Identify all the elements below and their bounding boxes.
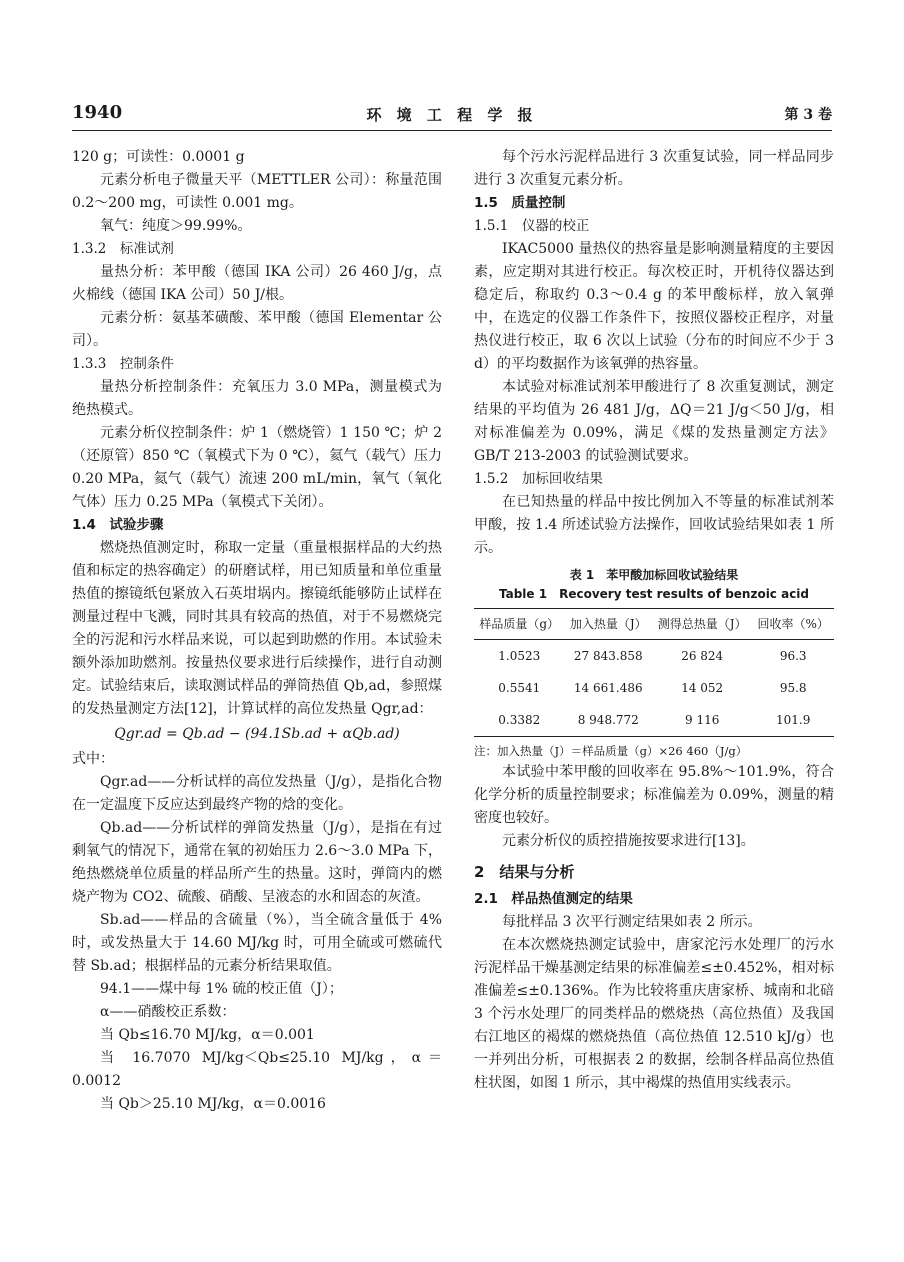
table-cell: 95.8 — [779, 681, 807, 695]
table-cell: 101.9 — [776, 713, 811, 727]
paragraph: 每批样品 3 次平行测定结果如表 2 所示。 — [502, 914, 762, 930]
paragraph: 1.3.3 控制条件 — [72, 356, 174, 372]
table-cell: 26 824 — [681, 649, 724, 663]
paragraph: α——硝酸校正系数： — [100, 1004, 236, 1020]
paragraph: 燃烧热值测定时，称取一定量（重量根据样品的大约热值和标定的热容确定）的研磨试样，用已知质量和单位重量热值的擦镜纸包紧放入石英坩埚内。擦镜纸能够防止试样在测量过程中飞溅，同时其具有较高的热值，对于不易燃烧完全的污泥和污水样品来说，可以起到助燃的作用。本试验未额外添加助燃剂。按量热仪要求进行后续操作，进行自动测定。试验结束后，读取测试样品的弹筒热值 Qb,ad，参照煤的发热量测定方法[12]，计算试样的高位发热量 Qgr,ad： — [72, 540, 442, 717]
paragraph: IKAC5000 量热仪的热容量是影响测量精度的主要因素，应定期对其进行校正。每次校正时，开机待仪器达到稳定后，称取约 0.3～0.4 g 的苯甲酸标样，放入氧弹中，在选定的仪器工作条件下，按照仪器校正程序，对量热仪进行校正，取 6 次以上试验（分布的时间应不少于 3 d）的平均数据作为该氧弹的热容量。 — [474, 241, 834, 372]
table-cell: 1.0523 — [498, 649, 541, 663]
table-caption-en: Table 1 Recovery test results of benzoic acid — [498, 587, 810, 601]
paragraph: 当 16.7070 MJ/kg＜Qb≤25.10 MJ/kg，α＝0.0012 — [72, 1050, 442, 1089]
table-1 — [474, 566, 834, 761]
paragraph: 当 Qb＞25.10 MJ/kg，α＝0.0016 — [100, 1096, 326, 1112]
left-column — [72, 146, 442, 1116]
table-cell: 14 052 — [681, 681, 724, 695]
paragraph: 在本次燃烧热测定试验中，唐家沱污水处理厂的污水污泥样品干燥基测定结果的标准偏差≤±0.452%，相对标准偏差≤±0.136%。作为比较将重庆唐家桥、城南和北碚 3 个污水处理厂的同类样品的燃烧热（高位热值）及我国右江地区的褐煤的燃烧热值（高位热值 12.510 kJ/g）也一并列出分析，可根据表 2 的数据，绘制各样品高位热值柱状图，如图 1 所示，其中褐煤的热值用实线表示。 — [474, 937, 834, 1091]
volume-label: 第 3 卷 — [784, 107, 832, 123]
table-header-cell: 加入热量（J） — [569, 617, 647, 631]
paragraph: Sb.ad——样品的含硫量（%），当全硫含量低于 4% 时，或发热量大于 14.60 MJ/kg 时，可用全硫或可燃硫代替 Sb.ad；根据样品的元素分析结果取值。 — [72, 912, 442, 974]
table-note: 注：加入热量（J）＝样品质量（g）×26 460（J/g） — [474, 744, 748, 758]
paragraph: 94.1——煤中每 1% 硫的校正值（J）； — [100, 981, 343, 997]
page-number: 1940 — [72, 102, 123, 123]
paragraph: 1.5 质量控制 — [474, 195, 566, 211]
paragraph: 元素分析仪的质控措施按要求进行[13]。 — [502, 833, 755, 849]
paragraph: 在已知热量的样品中按比例加入不等量的标准试剂苯甲酸，按 1.4 所述试验方法操作，回收试验结果如表 1 所示。 — [474, 494, 834, 556]
table-row — [474, 704, 834, 737]
paragraph: 氧气：纯度＞99.99%。 — [100, 218, 252, 234]
table-cell: 0.5541 — [498, 681, 541, 695]
table-cell: 96.3 — [779, 649, 807, 663]
paragraph: 1.5.1 仪器的校正 — [474, 218, 590, 234]
table-cell: 14 661.486 — [573, 681, 643, 695]
table-header-cell: 测得总热量（J） — [657, 617, 747, 631]
paragraph: 1.4 试验步骤 — [72, 517, 164, 533]
table-cell: 0.3382 — [498, 713, 541, 727]
paragraph: 当 Qb≤16.70 MJ/kg，α＝0.001 — [100, 1027, 315, 1043]
table-caption-cn: 表 1 苯甲酸加标回收试验结果 — [569, 568, 739, 582]
paragraph: 本试验中苯甲酸的回收率在 95.8%～101.9%，符合化学分析的质量控制要求；标准偏差为 0.09%，测量的精密度也较好。 — [474, 764, 834, 826]
table-body — [474, 640, 834, 737]
table-row — [474, 672, 834, 704]
table-cell: 27 843.858 — [573, 649, 643, 663]
recovery-table — [474, 608, 834, 737]
paragraph: 量热分析：苯甲酸（德国 IKA 公司）26 460 J/g，点火棉线（德国 IKA 公司）50 J/根。 — [72, 264, 442, 303]
table-row — [474, 640, 834, 673]
paragraph: Qb.ad——分析试样的弹筒发热量（J/g），是指在有过剩氧气的情况下，通常在氧的初始压力 2.6～3.0 MPa 下，绝热燃烧单位质量的样品所产生的热量。这时，弹筒内的燃烧产物为 CO2、硫酸、硝酸、呈液态的水和固态的灰渣。 — [72, 820, 442, 905]
table-header-cell: 样品质量（g） — [479, 617, 560, 631]
right-column-bottom — [474, 761, 834, 1095]
paragraph: 每个污水污泥样品进行 3 次重复试验，同一样品同步进行 3 次重复元素分析。 — [474, 149, 834, 188]
table-header-cell: 回收率（%） — [757, 617, 829, 631]
paragraph: Qgr.ad——分析试样的高位发热量（J/g），是指化合物在一定温度下反应达到最终产物的焓的变化。 — [72, 774, 442, 813]
paragraph: Qgr.ad = Qb.ad − (94.1Sb.ad + αQb.ad) — [114, 726, 400, 742]
right-column-top — [474, 146, 834, 560]
paragraph: 本试验对标准试剂苯甲酸进行了 8 次重复测试，测定结果的平均值为 26 481 J/g，ΔQ＝21 J/g＜50 J/g，相对标准偏差为 0.09%，满足《煤的发热量测定方法》GB/T 213-2003 的试验测试要求。 — [474, 379, 834, 464]
paragraph: 元素分析：氨基苯磺酸、苯甲酸（德国 Elementar 公司）。 — [72, 310, 442, 349]
right-column — [474, 146, 834, 1095]
paragraph: 量热分析控制条件：充氧压力 3.0 MPa，测量模式为绝热模式。 — [72, 379, 442, 418]
table-cell: 8 948.772 — [577, 713, 639, 727]
paragraph: 1.3.2 标准试剂 — [72, 241, 174, 257]
paragraph: 2 结果与分析 — [474, 863, 575, 881]
paragraph: 120 g；可读性：0.0001 g — [72, 149, 245, 165]
paragraph: 元素分析电子微量天平（METTLER 公司）：称量范围 0.2～200 mg，可读性 0.001 mg。 — [72, 172, 442, 211]
paragraph: 2.1 样品热值测定的结果 — [474, 891, 633, 907]
table-header-row — [474, 609, 834, 640]
running-header — [72, 100, 832, 131]
table-cell: 9 116 — [685, 713, 720, 727]
paragraph: 式中： — [72, 751, 114, 767]
paragraph: 1.5.2 加标回收结果 — [474, 471, 603, 487]
paragraph: 元素分析仪控制条件：炉 1（燃烧管）1 150 ℃；炉 2（还原管）850 ℃（氧模式下为 0 ℃），氦气（载气）压力 0.20 MPa，氦气（载气）流速 200 mL/min，氧气（氧化气体）压力 0.25 MPa（氧模式下关闭）。 — [72, 425, 442, 510]
journal-title: 环 境 工 程 学 报 — [366, 106, 538, 124]
